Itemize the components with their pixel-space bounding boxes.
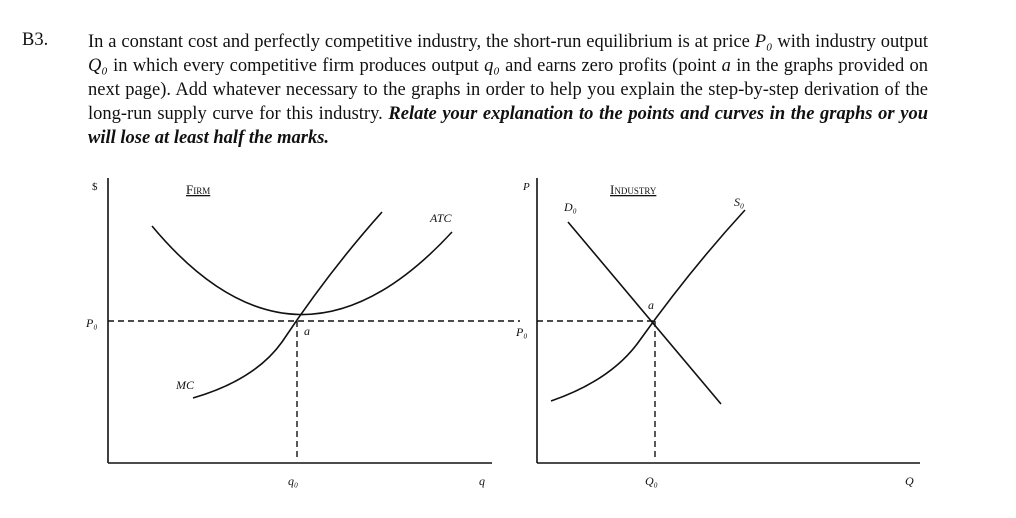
demand-curve-d0 (568, 222, 721, 404)
industry-output-symbol: Q₀ (88, 56, 108, 76)
industry-point-label: a (648, 298, 654, 312)
industry-x-axis-label: Q (905, 474, 914, 488)
industry-y-axis-label: P (523, 181, 530, 193)
firm-x-axis-label: q (479, 474, 485, 488)
mc-label: MC (176, 378, 194, 392)
price-symbol: P₀ (754, 32, 773, 52)
firm-quantity-label: q₀ (288, 474, 299, 488)
industry-graph (515, 178, 920, 488)
industry-price-label: P₀ (516, 325, 528, 339)
firm-title: Firm (186, 182, 211, 197)
point-symbol: a (721, 56, 731, 76)
industry-title: Industry (610, 182, 657, 197)
question-number: B3. (22, 30, 49, 50)
firm-graph (85, 178, 520, 488)
firm-y-axis-label: $ (92, 181, 98, 193)
firm-output-symbol: q₀ (484, 56, 500, 76)
atc-label: ATC (430, 211, 452, 225)
firm-point-label: a (304, 324, 310, 338)
demand-label: D₀ (564, 200, 577, 214)
firm-price-label: P₀ (86, 316, 98, 330)
supply-label: S₀ (734, 195, 745, 209)
industry-quantity-label: Q₀ (645, 474, 658, 488)
atc-curve (152, 226, 452, 315)
emphasis-instruction: Relate your explanation to the points and curves in the graphs or you will lose at least half the marks. (88, 104, 928, 148)
question-text: In a constant cost and perfectly competitive industry, the short-run equilibrium is at price P₀ with industry output Q₀ in which every competitive firm produces output q₀ and earns zero profits (point a in the graphs provided on next page). Add whatever necessary to the graphs in order to help you explain the step-by-step derivation of the long-run supply curve for this industry. Relate your explanation to the points and curves in the graphs or you will lose at least half the marks. (88, 32, 928, 148)
